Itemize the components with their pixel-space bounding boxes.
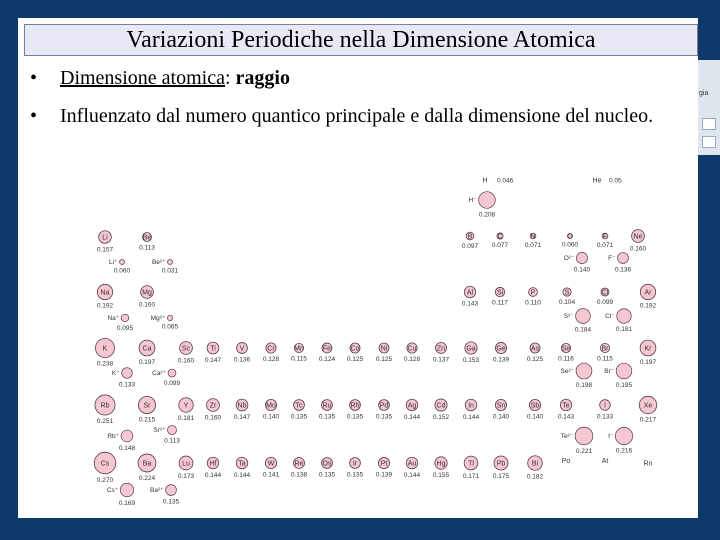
element-symbol: Os: [322, 460, 332, 468]
element-radius-value: 0.144: [204, 471, 222, 479]
ion-symbol: Sr²⁺: [153, 427, 166, 434]
element-symbol: At: [601, 458, 609, 465]
element-radius-value: 0.144: [403, 471, 421, 479]
ion-radius-value: 0.221: [575, 447, 593, 455]
ion-circle: [615, 427, 632, 444]
element-radius-value: 0.135: [346, 471, 364, 479]
element-symbol: B: [467, 233, 473, 241]
ion-radius-value: 0.135: [162, 498, 180, 506]
element-symbol: Rb: [100, 402, 110, 410]
element-radius-value: 0.182: [526, 473, 544, 481]
ion-symbol: Se²⁻: [560, 368, 575, 375]
ion-circle: [167, 425, 176, 434]
element-symbol: As: [530, 345, 540, 353]
element-symbol: Al: [466, 289, 474, 297]
element-symbol: Pd: [379, 402, 389, 410]
element-symbol: Cs: [100, 460, 110, 468]
element-radius-value: 0.099: [596, 298, 614, 306]
element-symbol: Ga: [466, 345, 476, 353]
element-radius-value: 0.125: [346, 356, 364, 363]
ion-symbol: O²⁻: [563, 255, 575, 262]
ion-circle: [168, 369, 176, 377]
ion-symbol: Ca²⁺: [152, 370, 167, 377]
element-radius-value: 0.117: [492, 299, 508, 307]
element-radius-value: 0.128: [403, 356, 421, 364]
ion-radius-value: 0.060: [113, 267, 131, 275]
ion-symbol: I⁻: [608, 433, 614, 440]
element-radius-value: 0.133: [596, 413, 614, 421]
element-radius-value: 0.251: [96, 418, 114, 426]
element-symbol: Ta: [238, 460, 246, 468]
element-symbol: C: [497, 233, 503, 241]
element-symbol: Se: [561, 345, 571, 353]
element-symbol: Sn: [496, 402, 506, 410]
element-symbol: Co: [350, 345, 360, 353]
element-radius-value: 0.125: [375, 356, 393, 363]
ion-circle: [120, 483, 134, 497]
ion-radius-value: 0.181: [615, 326, 633, 334]
element-symbol: Br: [601, 345, 609, 353]
element-radius-value: 0.144: [462, 413, 480, 421]
ion-circle: [576, 252, 587, 263]
element-symbol: K: [102, 345, 108, 353]
ion-radius-value: 0.099: [163, 379, 181, 387]
element-symbol: I: [604, 402, 606, 410]
element-symbol: Cr: [267, 345, 275, 353]
element-radius-value: 0.141: [262, 471, 280, 479]
element-radius-value: 0.071: [524, 241, 542, 249]
element-radius-value: 0.097: [461, 242, 479, 250]
element-symbol: Ti: [210, 345, 216, 353]
element-radius-value: 0.238: [96, 360, 114, 368]
ion-circle: [616, 363, 632, 379]
side-panel-text: gia: [699, 90, 709, 97]
element-symbol: Tc: [295, 402, 303, 410]
element-radius-value: 0.077: [491, 242, 509, 250]
element-symbol: Sc: [181, 345, 191, 353]
slide-title: Variazioni Periodiche nella Dimensione Atomica: [126, 26, 596, 53]
ion-radius-value: 0.198: [575, 381, 593, 389]
element-symbol: Pt: [380, 460, 388, 468]
element-symbol: V: [239, 345, 245, 353]
element-radius-value: 0.136: [233, 356, 251, 364]
ion-circle: [168, 260, 173, 265]
ion-radius-value: 0.136: [614, 266, 632, 274]
element-radius-value: 0.115: [597, 355, 613, 363]
element-symbol: Rn: [643, 460, 653, 468]
element-symbol: Re: [294, 460, 304, 468]
ion-circle: [166, 485, 177, 496]
element-radius-value: 0.197: [138, 358, 156, 366]
ion-radius-value: 0.113: [164, 437, 180, 445]
element-radius-value: 0.140: [262, 413, 280, 421]
element-symbol: Ir: [352, 460, 358, 468]
element-symbol: F: [602, 233, 608, 241]
element-radius-value: 0.138: [290, 471, 308, 479]
ion-radius-value: 0.208: [478, 211, 496, 219]
bullet-dot: •: [30, 105, 38, 127]
element-symbol: Kr: [644, 345, 652, 353]
element-radius-value: 0.135: [375, 413, 393, 421]
element-radius-value: 0.128: [262, 356, 280, 364]
element-radius-value: 0.113: [139, 244, 155, 252]
element-symbol: Ba: [142, 460, 152, 468]
ion-symbol: Be²⁺: [151, 259, 166, 266]
element-symbol: Ca: [142, 345, 152, 353]
element-symbol: Cu: [407, 345, 417, 353]
ion-radius-value: 0.184: [574, 326, 592, 334]
element-symbol: Ar: [644, 289, 652, 297]
ion-symbol: K⁺: [111, 370, 120, 377]
ion-radius-value: 0.140: [573, 266, 591, 274]
element-symbol: Ni: [380, 345, 388, 353]
element-radius-value: 0.160: [138, 301, 156, 309]
element-symbol: Mn: [294, 345, 304, 353]
element-symbol: Ru: [322, 402, 332, 410]
element-radius-value: 0.192: [639, 302, 657, 310]
element-radius-value: 0.135: [346, 413, 364, 421]
element-radius-value: 0.140: [492, 413, 510, 421]
element-symbol: Na: [100, 289, 110, 297]
ion-circle: [576, 363, 592, 379]
element-radius-value: 0.217: [639, 416, 657, 424]
ion-circle: [617, 309, 631, 323]
element-symbol: P: [530, 289, 536, 297]
element-symbol: W: [267, 460, 275, 468]
element-radius-value: 0.071: [596, 241, 614, 249]
element-symbol: Bi: [531, 460, 539, 468]
element-radius-value: 0.175: [492, 473, 510, 480]
element-radius-value: 0.143: [557, 413, 575, 421]
ion-symbol: Te²⁻: [560, 433, 574, 440]
ion-symbol: Na⁺: [107, 315, 120, 322]
element-radius-value: 0.116: [558, 355, 574, 363]
ion-symbol: Ba²⁺: [150, 487, 164, 494]
element-radius-value: 0.270: [96, 476, 114, 484]
element-symbol: Fe: [322, 345, 332, 353]
element-radius-value: 0.157: [96, 246, 114, 254]
ion-symbol: S²⁻: [563, 313, 574, 320]
element-radius-value: 0.125: [526, 356, 544, 363]
element-radius-value: 0.160: [204, 414, 222, 422]
element-radius-value: 0.152: [432, 414, 450, 422]
element-symbol: Te: [562, 402, 570, 410]
element-radius-value: 0.181: [177, 415, 195, 423]
ion-circle: [479, 192, 496, 209]
ion-symbol: Cl⁻: [605, 313, 615, 320]
ion-radius-value: 0.169: [118, 499, 136, 507]
element-radius-value: 0.104: [558, 299, 576, 307]
element-radius-value: 0.046: [497, 177, 514, 185]
element-symbol: Hf: [209, 460, 217, 468]
ion-radius-value: 0.216: [615, 447, 633, 455]
element-radius-value: 0.135: [290, 413, 308, 421]
ion-circle: [120, 260, 125, 265]
element-radius-value: 0.160: [629, 245, 647, 253]
ion-circle: [167, 315, 172, 320]
element-radius-value: 0.135: [318, 471, 336, 479]
element-radius-value: 0.140: [526, 413, 544, 421]
element-symbol: Be: [142, 234, 152, 242]
element-symbol: Si: [496, 289, 504, 297]
ion-symbol: Rb⁺: [107, 433, 120, 440]
element-symbol: Po: [561, 458, 571, 465]
element-symbol: In: [468, 402, 474, 410]
element-symbol: Mo: [266, 402, 276, 410]
element-symbol: Ne: [633, 233, 643, 241]
element-radius-value: 0.171: [462, 472, 480, 480]
element-symbol: Pb: [496, 460, 506, 468]
element-symbol: Cd: [436, 402, 446, 410]
ion-circle: [576, 309, 591, 324]
element-radius-value: 0.173: [177, 472, 195, 480]
bullet-dot: •: [30, 67, 38, 89]
element-radius-value: 0.110: [525, 299, 541, 307]
bullet-bold-term: raggio: [235, 67, 290, 89]
element-symbol: Sb: [530, 402, 540, 410]
element-radius-value: 0.137: [432, 356, 450, 364]
element-radius-value: 0.153: [462, 357, 480, 365]
element-radius-value: 0.160: [177, 357, 195, 365]
element-radius-value: 0.05: [609, 177, 622, 185]
ion-radius-value: 0.031: [161, 267, 179, 275]
element-symbol: S: [564, 289, 570, 297]
bullet-separator: :: [224, 67, 236, 89]
element-radius-value: 0.115: [291, 355, 307, 363]
element-symbol: Cl: [601, 289, 609, 297]
element-radius-value: 0.147: [204, 356, 222, 364]
element-symbol: Au: [407, 460, 417, 468]
ion-radius-value: 0.095: [116, 324, 134, 332]
ion-symbol: Mg²⁺: [150, 315, 166, 322]
element-radius-value: 0.124: [318, 355, 336, 363]
element-symbol: Sr: [143, 402, 151, 410]
element-radius-value: 0.147: [233, 413, 251, 421]
ion-symbol: F⁻: [608, 255, 616, 262]
element-radius-value: 0.060: [561, 241, 579, 249]
ion-circle: [618, 253, 629, 264]
element-symbol: Ge: [496, 345, 506, 353]
element-radius-value: 0.139: [375, 471, 393, 479]
element-radius-value: 0.144: [403, 413, 421, 421]
element-symbol: Zn: [436, 345, 446, 353]
ion-radius-value: 0.195: [615, 381, 633, 389]
element-symbol: Hg: [436, 460, 446, 468]
element-symbol: Mg: [142, 289, 152, 297]
ion-circle: [575, 427, 593, 445]
element-symbol: N: [530, 233, 536, 241]
element-symbol: Y: [183, 402, 189, 410]
element-radius-value: 0.135: [318, 413, 336, 421]
element-symbol: H: [482, 177, 488, 185]
ion-symbol: Br⁻: [604, 368, 615, 375]
element-symbol: Lu: [182, 460, 190, 468]
element-radius-value: 0.139: [492, 356, 510, 364]
element-radius-value: 0.155: [432, 472, 450, 480]
element-symbol: O: [567, 233, 573, 241]
element-symbol: Xe: [643, 402, 653, 410]
element-symbol: He: [592, 177, 602, 185]
ion-symbol: Li⁺: [109, 259, 118, 266]
element-symbol: Ag: [407, 402, 417, 410]
ion-circle: [122, 368, 133, 379]
element-radius-value: 0.144: [233, 471, 251, 479]
ion-radius-value: 0.148: [118, 444, 136, 452]
ion-radius-value: 0.065: [161, 323, 179, 331]
element-radius-value: 0.143: [461, 300, 479, 308]
ion-circle: [121, 314, 129, 322]
element-symbol: Zr: [209, 402, 217, 410]
element-radius-value: 0.224: [138, 474, 156, 482]
element-radius-value: 0.197: [639, 358, 657, 366]
element-radius-value: 0.215: [138, 416, 156, 424]
ion-symbol: H⁻: [468, 197, 477, 204]
element-symbol: Tl: [468, 460, 474, 468]
bullet-term: Dimensione atomica: [60, 67, 225, 89]
element-symbol: Li: [102, 234, 108, 242]
element-symbol: Nb: [237, 402, 247, 410]
ion-symbol: Cs⁺: [106, 487, 119, 494]
element-radius-value: 0.192: [96, 302, 114, 310]
ion-circle: [121, 430, 133, 442]
bullet-text: Influenzato dal numero quantico principale e dalla dimensione del nucleo.: [60, 105, 654, 127]
ion-radius-value: 0.133: [118, 381, 136, 389]
element-symbol: Rh: [350, 402, 360, 410]
